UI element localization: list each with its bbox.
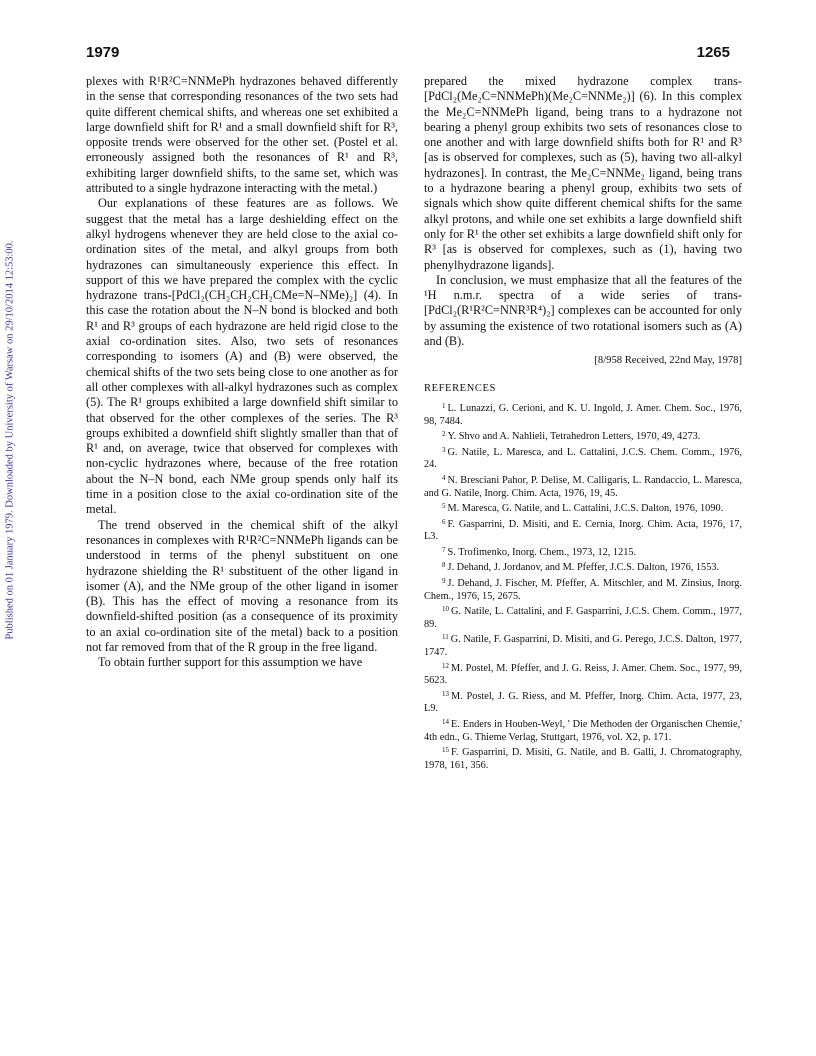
reference-number: 1 (442, 401, 446, 410)
reference-item (424, 472, 742, 500)
reference-text: E. Enders in Houben-Weyl, ' Die Methoden der Organischen Chemie,' 4th edn., G. Thieme Verlag, Stuttgart, 1976, vol. X2, p. 171. (424, 719, 742, 743)
reference-text: F. Gasparrini, D. Misiti, and E. Cernia, Inorg. Chim. Acta, 1976, 17, L3. (424, 518, 742, 543)
reference-text: M. Postel, J. G. Riess, and M. Pfeffer, Inorg. Chim. Acta, 1977, 23, L9. (424, 690, 742, 715)
right-column (424, 74, 742, 772)
reference-text: J. Dehand, J. Fischer, M. Pfeffer, A. Mitschler, and M. Zinsius, Inorg. Chem., 1976, 15, 2675. (424, 578, 742, 602)
reference-item (424, 603, 742, 631)
reference-item (424, 631, 742, 659)
reference-text: J. Dehand, J. Jordanov, and M. Pfeffer, J.C.S. Dalton, 1976, 1553. (447, 562, 720, 574)
download-info-sidebar (2, 190, 18, 690)
reference-item (424, 428, 742, 444)
reference-item (424, 716, 742, 744)
running-head (86, 44, 730, 68)
reference-text: S. Trofimenko, Inorg. Chem., 1973, 12, 1215. (447, 546, 637, 558)
reference-number: 12 (442, 661, 449, 670)
paragraph: The trend observed in the chemical shift of the alkyl resonances in complexes with R¹R²C=NNMePh ligands can be understood in terms of the phenyl substituent on one hydrazone shielding the R¹ substituent of the other ligand in isomer (A), and the NMe group of the other ligand in isomer (B). This has the effect of moving a resonance from its downfield-shifted position (as a consequence of its proximity to an axial co-ordination site of the metal) back to a position not far removed from that of the R group in the free ligand. (86, 517, 398, 654)
reference-item (424, 559, 742, 575)
reference-item (424, 744, 742, 772)
paragraph: prepared the mixed hydrazone complex trans-[PdCl₂(Me₂C=NNMePh)(Me₂C=NNMe₂)] (6). In this complex the Me₂C=NNMePh ligand, being trans to a hydrazone not bearing a phenyl group exhibits two sets of resonances close to one another and with large downfield shifts both for R¹ and R³ [as is observed for complexes, such as (5), having two all-alkyl hydrazones]. In contrast, the Me₂C=NNMe₂ ligand, being trans to a hydrazone bearing a phenyl group, exhibits two sets of signals which show quite different chemical shifts for the same alkyl protons, and while one set exhibits a large downfield shift only for R¹ the other set exhibits a large downfield shift only for R³ [as is observed for complexes, such as (1), having two phenylhydrazone ligands]. (424, 74, 742, 272)
reference-text: L. Lunazzi, G. Cerioni, and K. U. Ingold, J. Amer. Chem. Soc., 1976, 98, 7484. (424, 402, 742, 427)
reference-item (424, 688, 742, 716)
reference-item (424, 500, 742, 516)
reference-text: G. Natile, L. Cattalini, and F. Gasparrini, J.C.S. Chem. Comm., 1977, 89. (424, 606, 742, 630)
paragraph: plexes with R¹R²C=NNMePh hydrazones behaved differently in the sense that corresponding resonances of the two sets had quite different chemical shifts, and whereas one set exhibited a large downfield shift for R¹ and a small downfield shift for R³, opposite trends were observed for the other set. (Postel et al. erroneously assigned both the resonances of R¹ and R³, exhibiting larger downfield shifts, to the same set, which was attributed to a single hydrazone interacting with the metal.) (86, 74, 398, 196)
reference-number: 15 (442, 746, 449, 755)
paragraph: In conclusion, we must emphasize that all the features of the ¹H n.m.r. spectra of a wide series of trans-[PdCl₂(R¹R²C=NNR³R⁴)₂] complexes can be accounted for only by assuming the existence of two rotational isomers such as (A) and (B). (424, 272, 742, 349)
journal-year: 1979 (86, 44, 120, 61)
reference-number: 6 (442, 517, 446, 526)
reference-number: 13 (442, 689, 449, 698)
reference-text: G. Natile, L. Maresca, and L. Cattalini, J.C.S. Chem. Comm., 1976, 24. (424, 446, 742, 471)
reference-item (424, 444, 742, 472)
received-date: [8/958 Received, 22nd May, 1978] (594, 355, 742, 367)
reference-number: 8 (442, 561, 446, 570)
reference-number: 11 (442, 633, 449, 642)
reference-text: M. Postel, M. Pfeffer, and J. G. Reiss, J. Amer. Chem. Soc., 1977, 99, 5623. (424, 662, 742, 687)
reference-text: N. Bresciani Pahor, P. Delise, M. Calligaris, L. Randaccio, L. Maresca, and G. Natile, Inorg. Chim. Acta, 1976, 19, 45. (424, 474, 742, 499)
reference-number: 4 (442, 473, 446, 482)
reference-text: F. Gasparrini, D. Misiti, G. Natile, and B. Galli, J. Chromatography, 1978, 161, 356. (424, 747, 742, 771)
reference-item (424, 544, 742, 560)
reference-number: 2 (442, 430, 446, 439)
download-info-text: Published on 01 January 1979. Downloaded by University of Warsaw on 29/10/2014 12:53:00. (4, 240, 16, 640)
reference-item (424, 400, 742, 428)
reference-item (424, 516, 742, 544)
references-heading: REFERENCES (424, 382, 496, 394)
reference-item (424, 575, 742, 603)
paragraph: To obtain further support for this assumption we have (98, 655, 363, 670)
reference-number: 7 (442, 545, 446, 554)
references-list (424, 400, 742, 772)
reference-number: 10 (442, 605, 449, 614)
reference-text: G. Natile, F. Gasparrini, D. Misiti, and G. Perego, J.C.S. Dalton, 1977, 1747. (424, 634, 742, 659)
reference-number: 3 (442, 445, 446, 454)
paragraph: Our explanations of these features are as follows. We suggest that the metal has a large deshielding effect on the alkyl hydrogens whenever they are held close to the axial co-ordination sites of the metal, and alkyl groups from both hydrazones can simultaneously experience this effect. In support of this we have prepared the complex with the cyclic hydrazone trans-[PdCl₂(CH₂CH₂CH₂CMe=N–NMe)₂] (4). In this case the rotation about the N–N bond is blocked and both R¹ and R³ groups of each hydrazone are held rigid close to the axial co-ordination sites. Also, two sets of resonances corresponding to isomers (A) and (B) were observed, the chemical shifts of the two sets being close to one another as for all other complexes with all-alkyl hydrazones such as complex (5). The R¹ groups exhibited a large downfield shift similar to that observed for the other complexes of the series. The R³ groups exhibited a downfield shift slightly smaller than that of R¹ and, on average, twice that observed for complexes with non-cyclic hydrazones where, because of the free rotation about the N–N bond, each NMe group spends only half its time in a position close to the axial co-ordination site of the metal. (86, 196, 398, 517)
page-number: 1265 (696, 44, 730, 61)
left-column (86, 74, 398, 671)
reference-item (424, 660, 742, 688)
reference-number: 5 (442, 502, 446, 511)
reference-number: 14 (442, 718, 449, 726)
reference-text: Y. Shvo and A. Nahlieli, Tetrahedron Letters, 1970, 49, 4273. (447, 431, 701, 443)
reference-text: M. Maresca, G. Natile, and L. Cattalini, J.C.S. Dalton, 1976, 1090. (447, 503, 724, 515)
reference-number: 9 (442, 577, 446, 586)
